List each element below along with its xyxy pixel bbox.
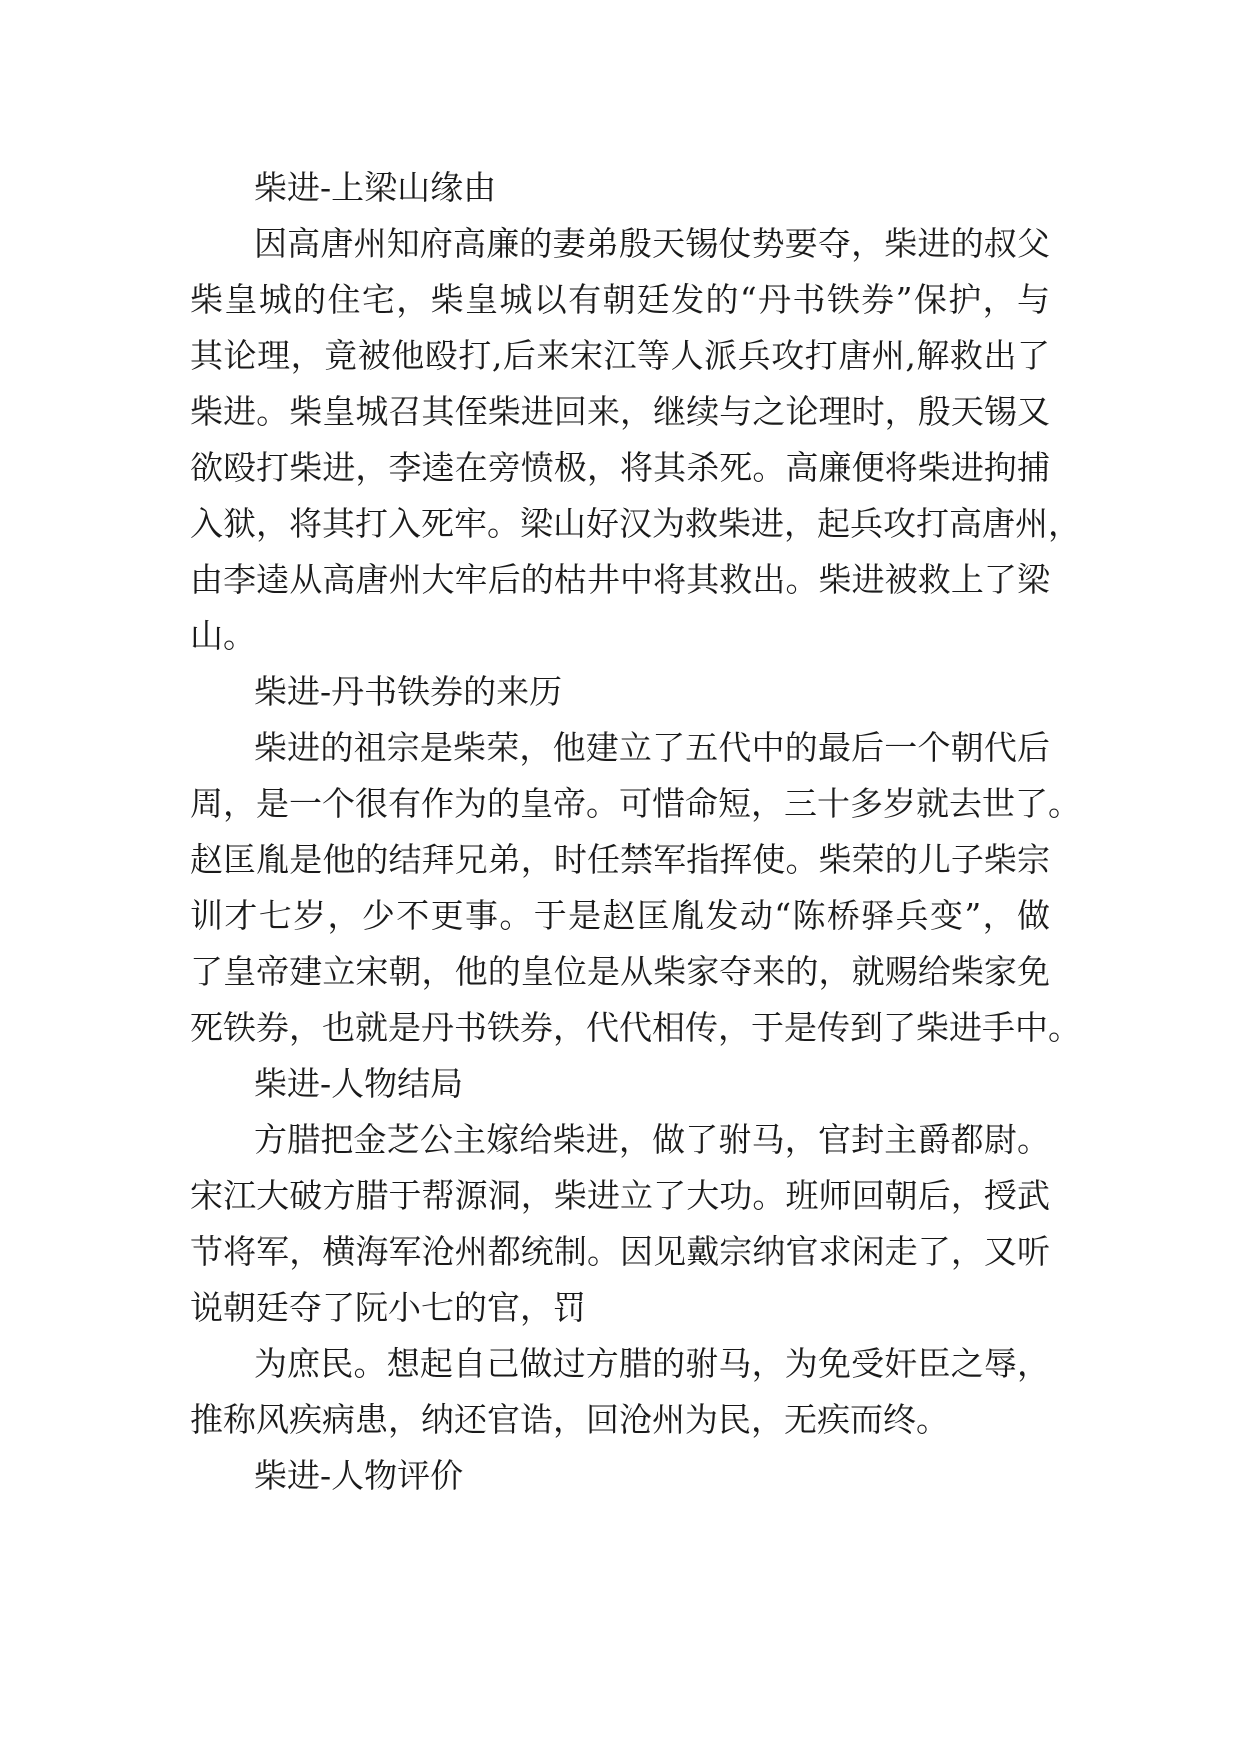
paragraph-line: 入狱，将其打入死牢。梁山好汉为救柴进，起兵攻打高唐州，	[190, 504, 1081, 543]
paragraph-line: 了皇帝建立宋朝，他的皇位是从柴家夺来的，就赐给柴家免	[190, 952, 1050, 991]
section-heading: 柴进-人物结局	[254, 1064, 464, 1103]
paragraph-line: 山。	[190, 616, 256, 655]
paragraph-line: 死铁券，也就是丹书铁券，代代相传，于是传到了柴进手中。	[190, 1008, 1081, 1047]
paragraph-line: 欲殴打柴进，李逵在旁愤极，将其杀死。高廉便将柴进拘捕	[190, 448, 1050, 487]
paragraph-line: 周，是一个很有作为的皇帝。可惜命短，三十多岁就去世了。	[190, 784, 1081, 823]
paragraph-line: 因高唐州知府高廉的妻弟殷天锡仗势要夺，柴进的叔父	[254, 224, 1050, 263]
paragraph-line: 说朝廷夺了阮小七的官，罚	[190, 1288, 586, 1327]
paragraph-line: 宋江大破方腊于帮源洞，柴进立了大功。班师回朝后，授武	[190, 1176, 1050, 1215]
paragraph-line: 为庶民。想起自己做过方腊的驸马，为免受奸臣之辱，	[254, 1344, 1050, 1383]
paragraph-line: 节将军，横海军沧州都统制。因见戴宗纳官求闲走了，又听	[190, 1232, 1050, 1271]
paragraph-line: 推称风疾病患，纳还官诰，回沧州为民，无疾而终。	[190, 1400, 949, 1439]
paragraph-line: 由李逵从高唐州大牢后的枯井中将其救出。柴进被救上了梁	[190, 560, 1050, 599]
section-heading: 柴进-上梁山缘由	[254, 168, 497, 207]
section-heading: 柴进-丹书铁券的来历	[254, 672, 563, 711]
paragraph-line: 其论理，竟被他殴打,后来宋江等人派兵攻打唐州,解救出了	[190, 336, 1050, 375]
paragraph-line: 赵匡胤是他的结拜兄弟，时任禁军指挥使。柴荣的儿子柴宗	[190, 840, 1050, 879]
section-heading: 柴进-人物评价	[254, 1456, 464, 1495]
paragraph-line: 柴进的祖宗是柴荣，他建立了五代中的最后一个朝代后	[254, 728, 1050, 767]
paragraph-line: 方腊把金芝公主嫁给柴进，做了驸马，官封主爵都尉。	[254, 1120, 1050, 1159]
paragraph-line: 柴皇城的住宅，柴皇城以有朝廷发的“丹书铁券”保护，与	[190, 280, 1050, 319]
paragraph-line: 训才七岁，少不更事。于是赵匡胤发动“陈桥驿兵变”，做	[190, 896, 1050, 935]
paragraph-line: 柴进。柴皇城召其侄柴进回来，继续与之论理时，殷天锡又	[190, 392, 1050, 431]
